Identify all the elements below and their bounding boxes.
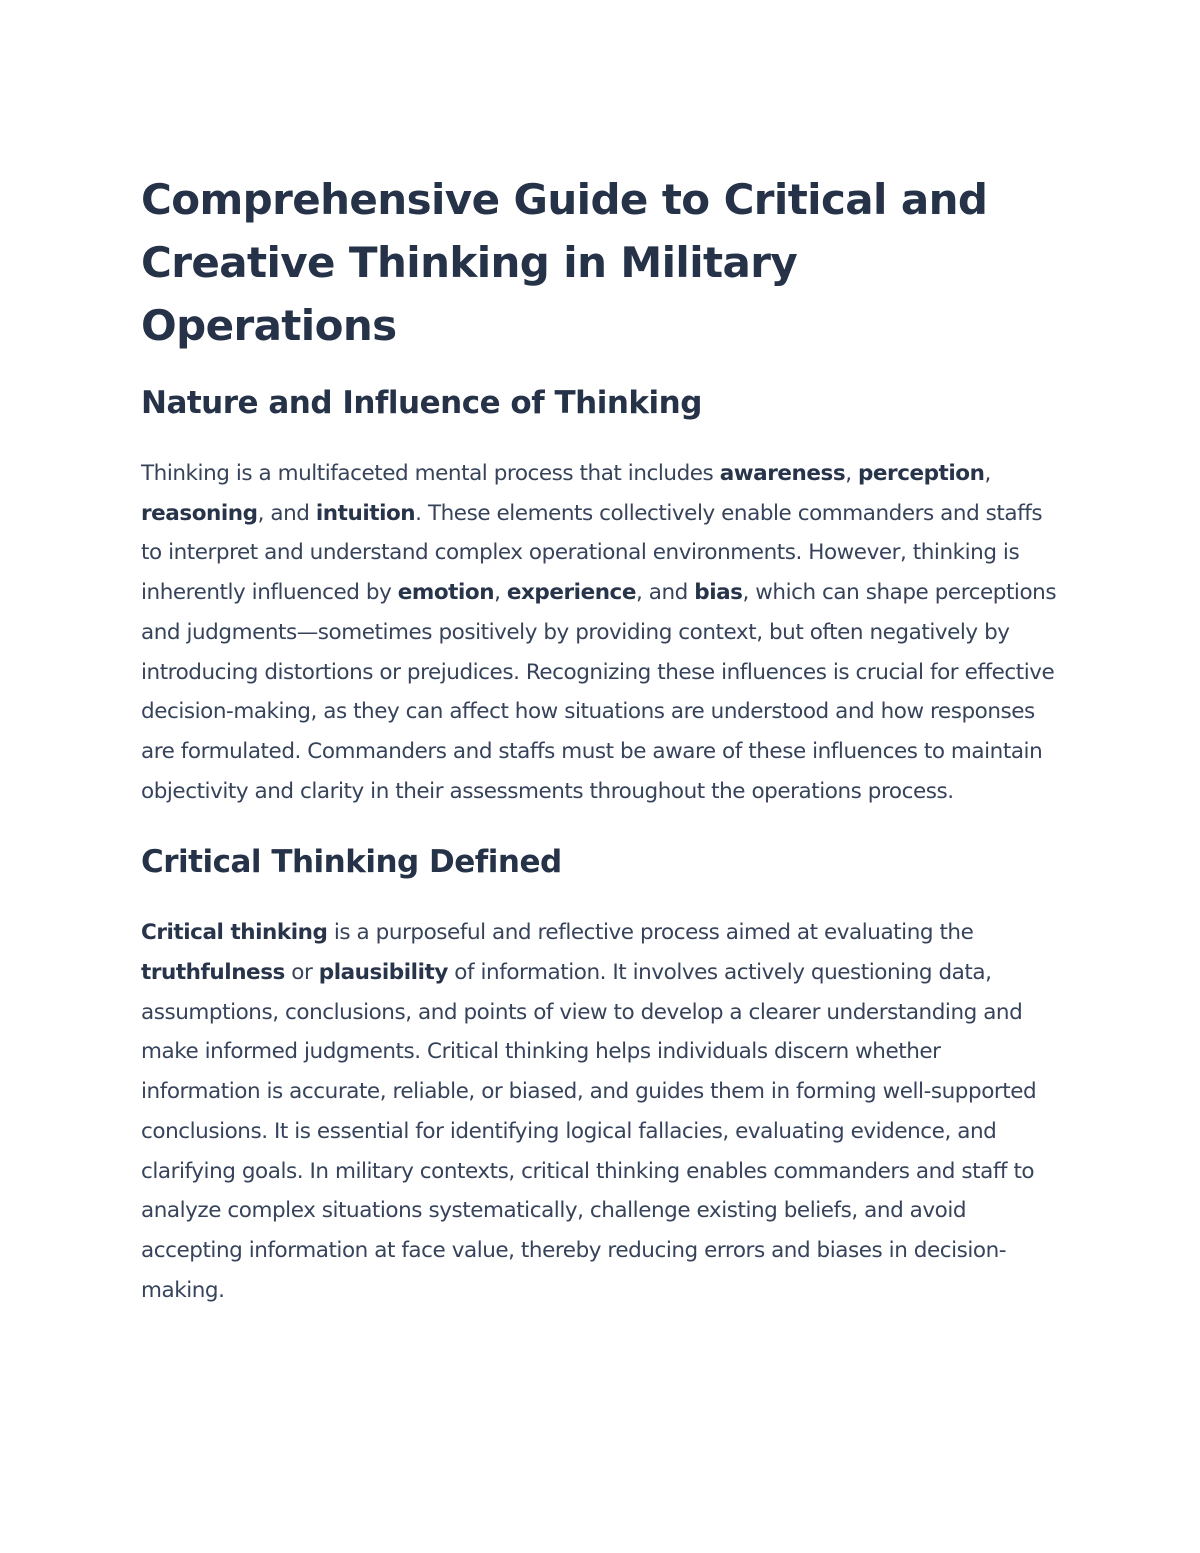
text-run: , and (257, 500, 316, 526)
text-run: Thinking is a multifaceted mental process that includes (141, 461, 720, 486)
text-run: is a purposeful and reflective process aimed at evaluating the (327, 920, 974, 946)
bold-term-plausibility: plausibility (318, 960, 448, 986)
section-paragraph-critical-thinking-defined (141, 913, 1066, 1310)
document-title: Comprehensive Guide to Critical and Creative Thinking in Military Operations (141, 175, 988, 350)
bold-term-bias: bias (694, 580, 743, 606)
bold-term-truthfulness: truthfulness (141, 960, 285, 986)
text-run: , (984, 461, 991, 486)
text-run: or (284, 960, 319, 986)
bold-term-perception: perception (857, 461, 985, 486)
bold-term-critical-thinking: Critical thinking (141, 920, 328, 946)
section-heading-nature-of-thinking: Nature and Influence of Thinking (141, 385, 702, 421)
bold-term-intuition: intuition (315, 500, 416, 526)
document-page (141, 168, 1066, 1310)
section-paragraph-nature-of-thinking (141, 454, 1066, 811)
text-run: , which can shape perceptions and judgments—sometimes positively by providing context, but often negatively by introducing distortions or prejudices. Recognizing these influences is crucial for effective decision-making, as they can affect how situations are understood and how responses are formulated. Commanders and staffs must be aware of these influences to maintain objectivity and clarity in their assessments throughout the operations process. (141, 580, 1057, 804)
bold-term-emotion: emotion (397, 580, 495, 606)
text-run: , and (635, 580, 695, 606)
bold-term-awareness: awareness (719, 461, 846, 486)
bold-term-reasoning: reasoning (141, 500, 258, 526)
text-run: , (494, 580, 507, 606)
text-run: , (845, 461, 858, 486)
section-heading-critical-thinking-defined: Critical Thinking Defined (141, 844, 562, 881)
text-run: . These elements collectively enable commanders and staffs to interpret and understand complex operational environments. However, thinking is inherently influenced by (141, 500, 1043, 606)
bold-term-experience: experience (506, 580, 636, 606)
text-run: of information. It involves actively questioning data, assumptions, conclusions, and points of view to develop a clearer understanding and make informed judgments. Critical thinking helps individuals discern whether information is accurate, reliable, or biased, and guides them in forming well-supported conclusions. It is essential for identifying logical fallacies, evaluating evidence, and clarifying goals. In military contexts, critical thinking enables commanders and staff to analyze complex situations systematically, challenge existing beliefs, and avoid accepting information at face value, thereby reducing errors and biases in decision-making. (141, 960, 1037, 1303)
